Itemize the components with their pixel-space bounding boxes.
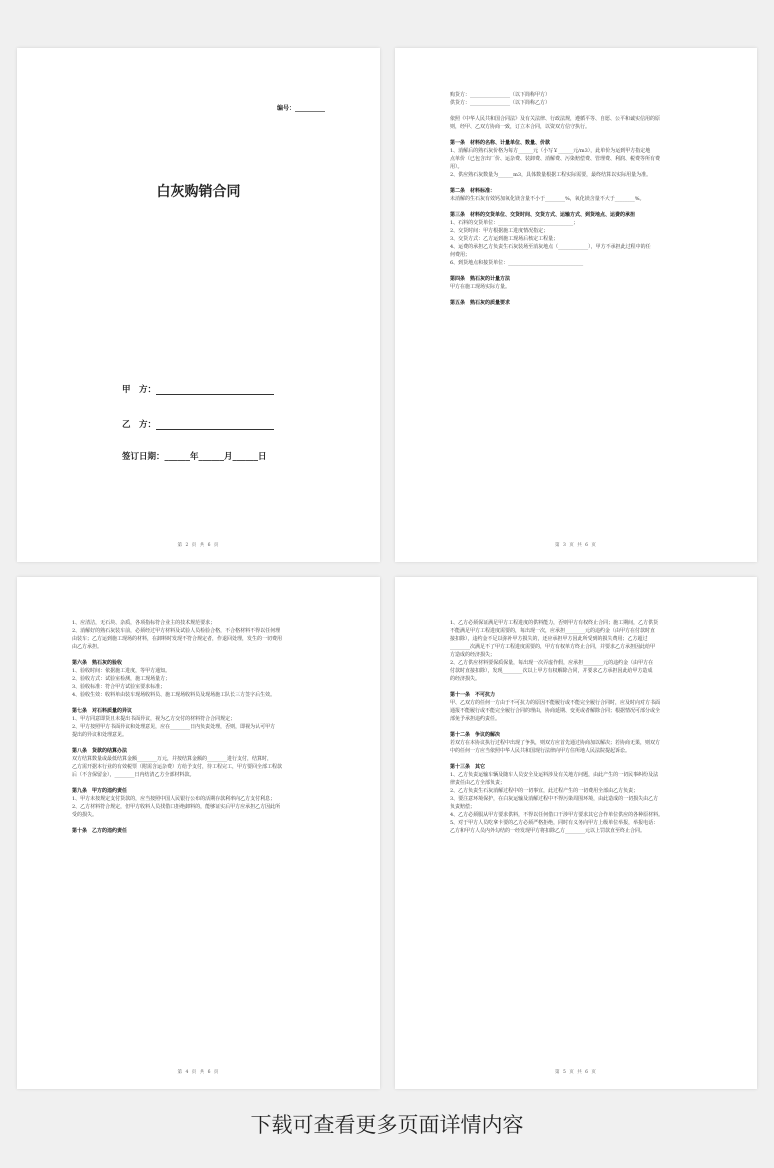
section-heading: 第五条 熟石灰的质量要求 <box>450 300 511 306</box>
paragraph-spacer <box>450 755 707 763</box>
paragraph-spacer <box>72 699 330 707</box>
text-line: 1、甲方未按规定支付货款的，应当按照中国人民银行公布的活期存款利率向乙方支付利息； <box>72 796 276 802</box>
text-line: 4、运费的承担乙方负责生石灰装场至消灰地点（____________），甲方不承担此过程中的任 <box>450 244 651 250</box>
text-line: 何费用； <box>450 252 471 258</box>
text-line: 提出的异议和处理意见。 <box>72 732 128 738</box>
section-heading: 第九条 甲方的违约责任 <box>72 788 128 794</box>
text-line: 由乙方承担。 <box>72 644 103 650</box>
section-heading: 第十条 乙方的违约责任 <box>72 828 128 834</box>
text-line: 1、消解后的熟石灰价格为每方______元（小写￥______元/m3），此单价为运到甲方指定地 <box>450 148 651 154</box>
party-b-field <box>122 418 274 430</box>
text-line: 4、乙方必须服从甲方要求供料，不得以任何借口干涉甲方要求其它合作单位供应的各种原材料。 <box>450 812 664 818</box>
page-body <box>450 91 707 307</box>
text-line: 未消解的生石灰有效钙加氧化镁含量不小于________%，氧化镁含量不大于________%。 <box>450 196 645 202</box>
text-line: 2、消解好的熟石灰装车前，必须经过甲方材料及试验人员检验合格，不合格材料不得以任何理 <box>72 628 281 634</box>
text-line: 的经济损失。 <box>450 676 481 682</box>
page-body <box>450 619 707 835</box>
contract-page-5 <box>395 577 757 1089</box>
party-a-blank <box>156 386 274 395</box>
paragraph-spacer <box>450 107 707 115</box>
paragraph-spacer <box>450 131 707 139</box>
text-line: 3、交货方式：乙方运到施工现场后核定工程量； <box>450 236 559 242</box>
text-line: 后（不含保留金），________日内结清乙方全部材料款。 <box>72 772 195 778</box>
text-line: 1、乙方必须保证满足甲方工程进度的供料能力，否则甲方有权终止合同；施工期间，乙方供货 <box>450 620 659 626</box>
paragraph-spacer <box>450 267 707 275</box>
text-line: 负责赔偿； <box>450 804 476 810</box>
text-line: 受的损失。 <box>72 812 98 818</box>
text-line: 乙方和甲方人员内外勾结的一经发现甲方将扣除乙方________元以上罚款直至终止合同。 <box>450 828 646 834</box>
text-line: 双方结算数量或最低结算金额________万元，并按结算金额的________进行支付，结算时， <box>72 756 273 762</box>
contract-page-3 <box>395 48 757 562</box>
paragraph-spacer <box>72 739 330 747</box>
text-line: 3、验收标准：符合甲方试验室要求标准； <box>72 684 166 690</box>
download-caption: 下载可查看更多页面详情内容 <box>250 1113 524 1137</box>
paragraph-spacer <box>450 179 707 187</box>
text-line: 通报不能履行或不能完全履行合同的理由，协商延期、变更或者解除合同；根据情况可部分或全 <box>450 708 661 714</box>
text-line: 甲、乙双方的任何一方由于不可抗力的原因不能履行或不能完全履行合同时，应及时向对方书面 <box>450 700 661 706</box>
text-line: 2、甲方按照甲方书面异议和处理意见，应在________日内负责处理，否则，即视为认可甲方 <box>72 724 276 730</box>
section-heading: 第四条 熟石灰的计量方法 <box>450 276 511 282</box>
text-line: 1、石料的交货单位：______________________________； <box>450 220 579 226</box>
text-line: 若双方在本协议执行过程中出现了争执，则双方应首先通过协商加以解决；若协商无果，则双方 <box>450 740 661 746</box>
text-line: 6、到货地点和接货单位：______________________________ <box>450 260 584 266</box>
paragraph-spacer <box>450 683 707 691</box>
party-b-label: 乙 方： <box>122 420 157 430</box>
section-heading: 第十三条 其它 <box>450 764 486 770</box>
section-heading: 第八条 货款的结算办法 <box>72 748 128 754</box>
text-line: 点单价（已包含出厂价、运杂费、装卸费、消解费、污染赔偿费、管理费、利润、税费等所有费 <box>450 156 661 162</box>
page-number: 第 4 页 共 6 页 <box>177 1070 220 1075</box>
text-line: 2、乙方负责生石灰消解过程中的一切事宜，此过程产生的一切费用全部由乙方负责； <box>450 788 639 794</box>
text-line: 由装车；乙方运到施工现场的材料，在卸料时发现不符合规定者，作退回处理，发生的一切费用 <box>72 636 283 642</box>
paragraph-spacer <box>72 819 330 827</box>
text-line: 1、甲方同意即货且未提出书面异议，视为乙方交付的材料符合合同规定； <box>72 716 236 722</box>
sign-date-field: 签订日期：______年______月______日 <box>122 452 267 462</box>
text-line: 付款时直接扣除），发现________次以上甲方有权解除合同，并要求乙方承担因此给甲方造成 <box>450 668 653 674</box>
text-line: 5、对于甲方人员吃拿卡要的乙方必须严格拒绝，同时有义务向甲方上级单位举报，举报电话： <box>450 820 659 826</box>
text-line: 依照《中华人民共和国合同法》及有关法律、行政法规，遵循平等、自愿、公平和诚实信用的原 <box>450 116 661 122</box>
party-b-blank <box>156 421 274 430</box>
text-line: 2、乙方供应材料要保质保量，每出现一次弄虚作假，应承担________元的违约金（由甲方在 <box>450 660 654 666</box>
text-line: 2、乙方材料符合规定，但甲方收料人员找借口拒绝卸料的，能够证实后甲方应承担乙方因此所 <box>72 804 281 810</box>
page-body <box>72 619 330 835</box>
text-line: 用）。 <box>450 164 463 170</box>
text-line: 2、交货时间：甲方根据施工进度情况指定； <box>450 228 549 234</box>
text-line: 乙方需开据本行业的有效税票（附需含运杂费）方给予支付，待工程完工，甲方要回全部工程款 <box>72 764 283 770</box>
page-number: 第 3 页 共 6 页 <box>555 543 597 548</box>
paragraph-spacer <box>450 203 707 211</box>
text-line: 不能满足甲方工程进度需要的，每出现一次，应承担________元的违约金（由甲方在付款时直 <box>450 628 656 634</box>
text-line: 部免予承担违约责任。 <box>450 716 501 722</box>
party-a-label: 甲 方： <box>122 385 157 395</box>
text-line: 4、验收生效：收料单由装车现场收料员、施工现场收料员及现场施工队长三方签字后生效。 <box>72 692 276 698</box>
page-number: 第 2 页 共 6 页 <box>177 543 220 548</box>
text-line: 律责任由乙方全部负责； <box>450 780 506 786</box>
page-number: 第 5 页 共 6 页 <box>555 1070 597 1075</box>
text-line: ________次满足不了甲方工程进度需要的，甲方有权单方终止合同，并要求乙方承担因此给甲 <box>450 644 656 650</box>
paragraph-spacer <box>72 779 330 787</box>
section-heading: 第十二条 争议的解决 <box>450 732 501 738</box>
section-heading: 第一条 材料的名称、计量单位、数量、价款 <box>450 140 551 146</box>
text-line: 2、供应熟石灰数量为______m3，具体数量根据工程实际需要，最终结算以实际用量为准。 <box>450 172 652 178</box>
text-line: 甲方在施工现场实际方量。 <box>450 284 511 290</box>
paragraph-spacer <box>450 723 707 731</box>
text-line: 供货方：________________（以下简称乙方） <box>450 100 551 106</box>
section-heading: 第十一条 不可抗力 <box>450 692 496 698</box>
paragraph-spacer <box>450 291 707 299</box>
text-line: 方造成的经济损失； <box>450 652 496 658</box>
text-line: 3、要注意环境保护，在白灰运输及消解过程中不得污染周围环境，由此造成的一切损失由乙方 <box>450 796 659 802</box>
section-heading: 第六条 熟石灰的验收 <box>72 660 123 666</box>
contract-title: 白灰购销合同 <box>156 184 241 200</box>
section-heading: 第七条 对石料质量的异议 <box>72 708 133 714</box>
text-line: 中的任何一方应当依照中华人民共和国现行法律向甲方住所地人民法院提起诉讼。 <box>450 748 631 754</box>
contract-cover-page <box>17 48 380 562</box>
paragraph-spacer <box>72 651 330 659</box>
text-line: 1、乙方负责运输车辆及随车人员安全及运料涉及有关地方问题，由此产生的一切民事纠纷及法 <box>450 772 659 778</box>
text-line: 购货方：________________（以下简称甲方） <box>450 92 551 98</box>
party-a-field <box>122 383 274 395</box>
section-heading: 第三条 材料的交货单位、交货时间、交货方式、运输方式、到货地点、运费的承担 <box>450 212 636 218</box>
text-line: 1、应清洁，无石块、杂质，各项指标符合业主的技术规范要求； <box>72 620 216 626</box>
text-line: 接扣除），违约金不足以弥补甲方损失的，还应承担甲方因此所受到的损失费用；乙方超过 <box>450 636 648 642</box>
text-line: 2、验收方式：试验室检测，施工现场量方； <box>72 676 171 682</box>
text-line: 则，经甲、乙双方协商一致，订立本合同，以资双方信守执行。 <box>450 124 591 130</box>
text-line: 1、验收时间：依据施工进度，等甲方通知。 <box>72 668 171 674</box>
section-heading: 第二条 材料标准： <box>450 188 496 194</box>
contract-page-4 <box>17 577 380 1089</box>
contract-code: 编号：__________ <box>276 105 325 112</box>
